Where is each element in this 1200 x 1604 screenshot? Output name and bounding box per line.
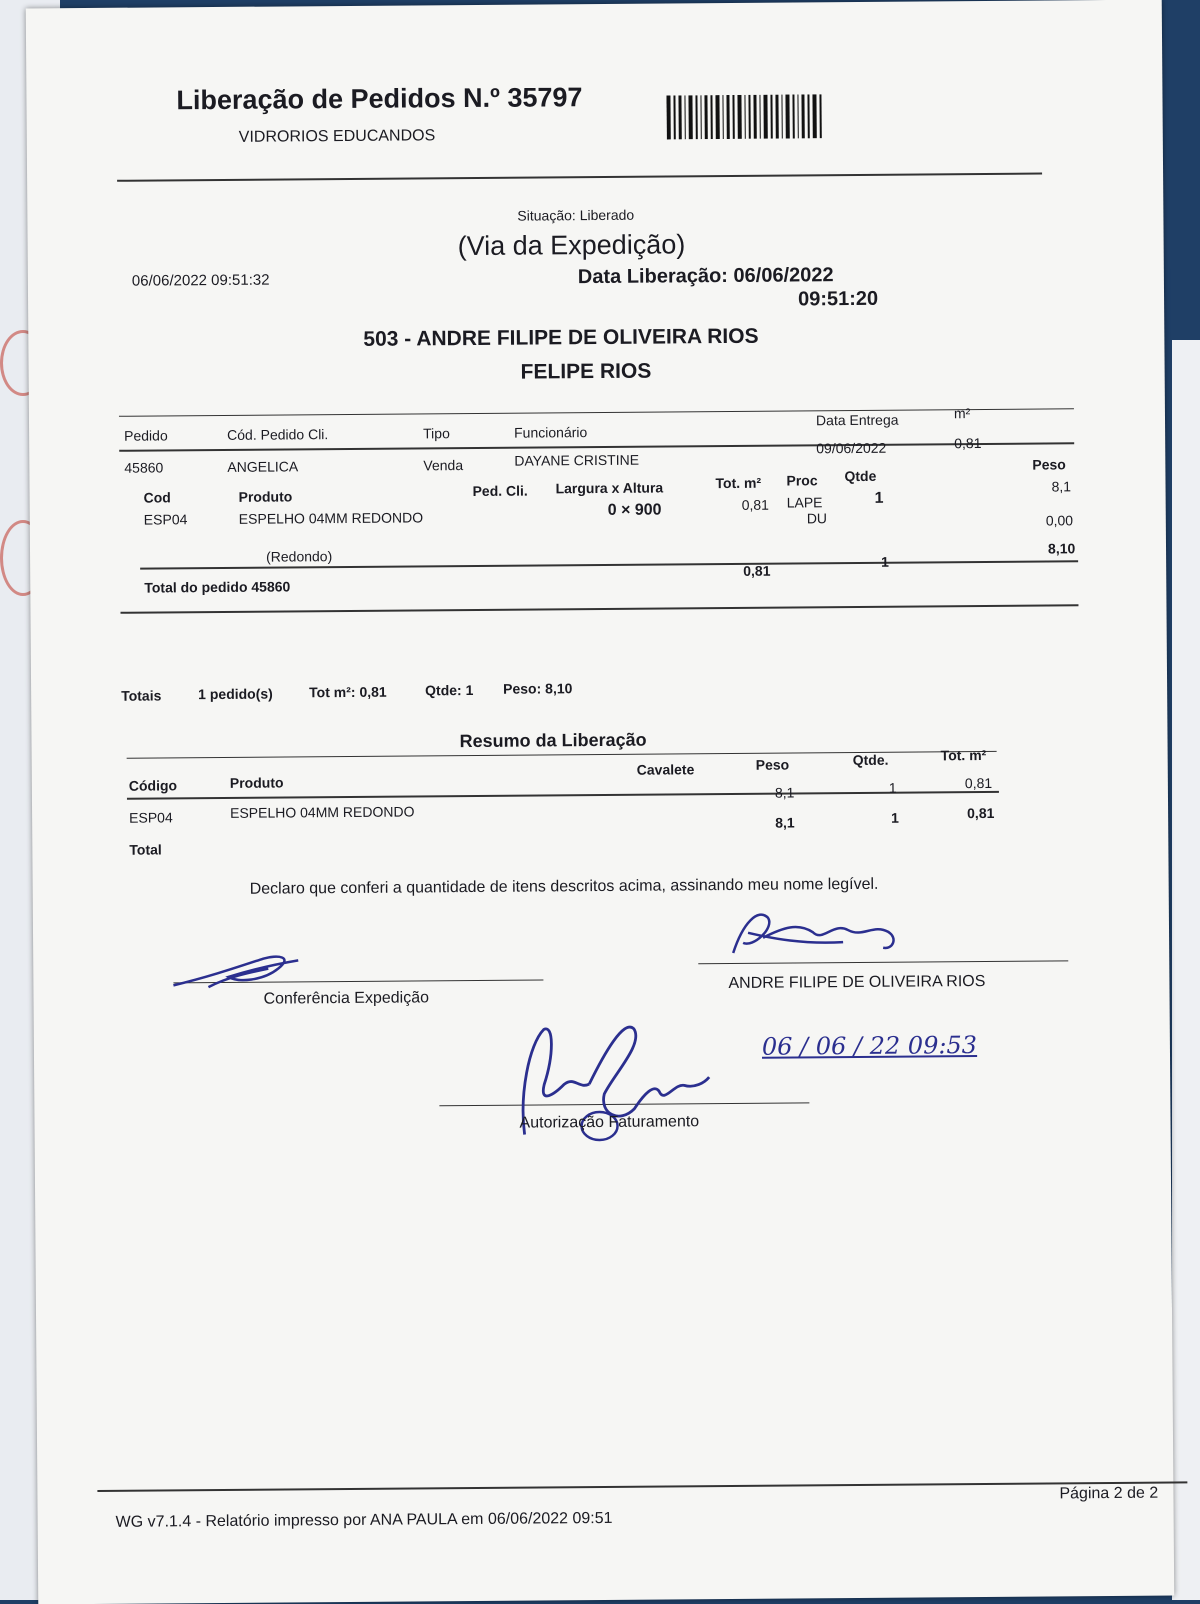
copy-label: (Via da Expedição) xyxy=(457,229,686,262)
client-signature-name: ANDRE FILIPE DE OLIVEIRA RIOS xyxy=(728,972,986,992)
order-total-qtde: 1 xyxy=(881,553,889,570)
item-header-produto: Produto xyxy=(238,488,293,505)
document-title: Liberação de Pedidos N.º 35797 xyxy=(176,82,583,116)
summary-total-tot-m2: 0,81 xyxy=(967,804,995,822)
summary-total-peso: 8,1 xyxy=(775,814,795,831)
summary-header-produto: Produto xyxy=(229,774,284,791)
totals-tot-m2: Tot m²: 0,81 xyxy=(309,683,387,701)
printed-datetime: 06/06/2022 09:51:32 xyxy=(131,271,270,290)
col-header-m2: m² xyxy=(953,405,971,422)
barcode xyxy=(666,94,826,139)
divider xyxy=(127,791,999,800)
divider xyxy=(120,604,1078,614)
item-qtde: 1 xyxy=(874,489,884,507)
summary-qtde: 1 xyxy=(888,779,897,796)
order-total-m2: 0,81 xyxy=(743,562,771,579)
item-note: (Redondo) xyxy=(265,548,333,565)
item-header-ped-cli: Ped. Cli. xyxy=(472,482,528,499)
totals-qtde: Qtde: 1 xyxy=(425,681,474,699)
item-cod: ESP04 xyxy=(143,511,188,528)
summary-header-codigo: Código xyxy=(128,777,178,794)
divider xyxy=(119,408,1074,417)
autorizacao-label: Autorização Faturamento xyxy=(519,1113,700,1132)
totals-peso: Peso: 8,10 xyxy=(503,680,573,697)
divider xyxy=(119,442,1074,452)
summary-tot-m2: 0,81 xyxy=(964,774,993,792)
item-header-tot-m2: Tot. m² xyxy=(715,474,762,492)
item-header-qtde: Qtde xyxy=(844,467,877,485)
item-tot-m2: 0,81 xyxy=(741,496,769,513)
order-total-label: Total do pedido 45860 xyxy=(144,578,291,596)
col-header-tipo: Tipo xyxy=(423,425,450,442)
conferencia-label: Conferência Expedição xyxy=(263,989,430,1008)
document-page xyxy=(26,0,1174,1604)
item-peso-extra: 0,00 xyxy=(1045,512,1074,529)
item-dims: 0 × 900 xyxy=(607,501,662,519)
item-proc-2: DU xyxy=(806,510,828,527)
signature-client xyxy=(713,902,914,974)
totals-pedidos: 1 pedido(s) xyxy=(198,685,273,703)
summary-peso: 8,1 xyxy=(774,784,795,801)
summary-header-peso: Peso xyxy=(755,756,790,773)
summary-produto: ESPELHO 04MM REDONDO xyxy=(230,803,415,821)
release-date: Data Liberação: 06/06/2022 xyxy=(577,264,834,289)
item-produto: ESPELHO 04MM REDONDO xyxy=(238,509,424,527)
order-total-peso: 8,10 xyxy=(1047,540,1076,557)
background-right-sheet xyxy=(1172,340,1200,1600)
status-label: Situação: Liberado xyxy=(517,206,635,224)
summary-total-qtde: 1 xyxy=(891,809,899,826)
item-header-proc: Proc xyxy=(786,472,818,489)
col-header-pedido: Pedido xyxy=(124,427,168,444)
summary-header-qtde: Qtde. xyxy=(852,751,889,769)
order-m2: 0,81 xyxy=(954,434,982,452)
item-proc-1: LAPE xyxy=(786,494,823,511)
footer-printed-by: WG v7.1.4 - Relatório impresso por ANA PAULA em 06/06/2022 09:51 xyxy=(115,1509,613,1531)
item-header-dims: Largura x Altura xyxy=(555,479,664,497)
item-peso: 8,1 xyxy=(1051,478,1072,495)
client-name: 503 - ANDRE FILIPE DE OLIVEIRA RIOS xyxy=(363,324,759,351)
handwritten-date: 06 / 06 / 22 09:53 xyxy=(761,1031,978,1061)
footer-page: Página 2 de 2 xyxy=(1059,1484,1159,1503)
divider xyxy=(117,173,1042,182)
item-header-peso: Peso xyxy=(1032,456,1066,473)
totals-label: Totais xyxy=(121,687,162,704)
order-tipo: Venda xyxy=(423,457,464,474)
client-alias: FELIPE RIOS xyxy=(520,359,652,384)
col-header-cod-pedido-cli: Cód. Pedido Cli. xyxy=(227,426,329,443)
order-cod-pedido-cli: ANGELICA xyxy=(227,458,299,475)
order-pedido: 45860 xyxy=(124,459,164,476)
summary-total-label: Total xyxy=(129,841,162,858)
footer-divider xyxy=(97,1481,1187,1492)
summary-header-cavalete: Cavalete xyxy=(636,761,695,778)
order-funcionario: DAYANE CRISTINE xyxy=(514,451,640,469)
col-header-data-entrega: Data Entrega xyxy=(815,411,899,429)
order-data-entrega: 09/06/2022 xyxy=(816,439,887,457)
declaration-text: Declaro que conferi a quantidade de itens descritos acima, assinando meu nome legível. xyxy=(249,875,879,898)
item-header-cod: Cod xyxy=(143,489,171,506)
summary-title: Resumo da Liberação xyxy=(459,729,647,752)
company-name: VIDRORIOS EDUCANDOS xyxy=(238,127,436,146)
summary-header-tot-m2: Tot. m² xyxy=(940,746,987,764)
release-time: 09:51:20 xyxy=(797,287,879,311)
summary-codigo: ESP04 xyxy=(129,809,173,826)
col-header-funcionario: Funcionário xyxy=(514,424,588,441)
